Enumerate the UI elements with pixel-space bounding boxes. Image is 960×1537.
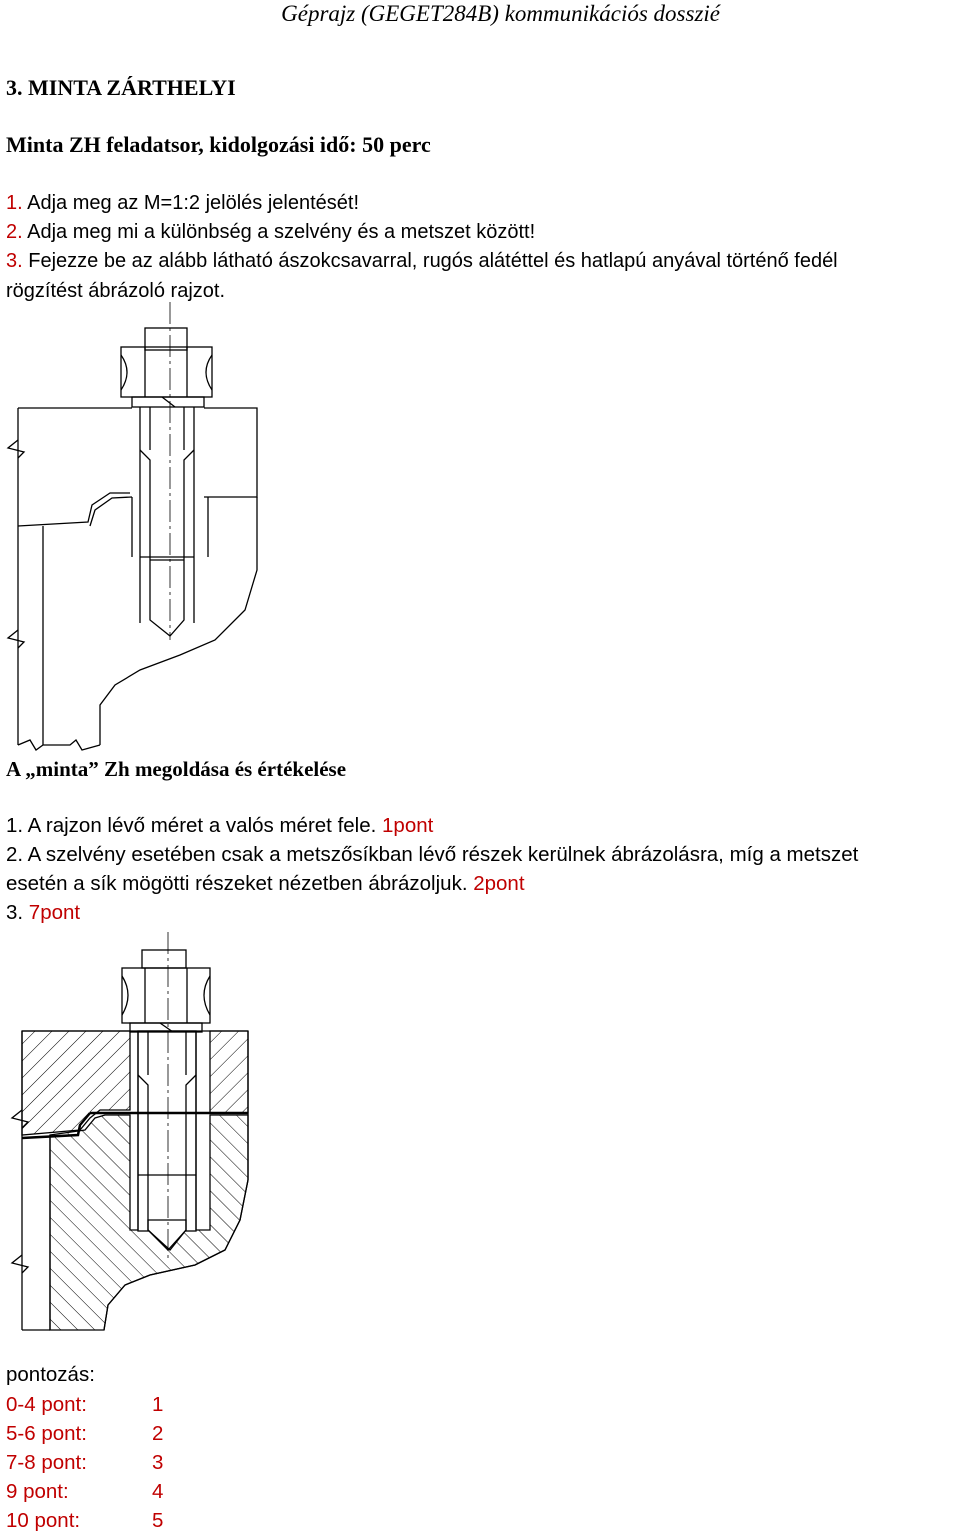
solution-drawing: [0, 930, 320, 1350]
question-3-cont: rögzítést ábrázoló rajzot.: [6, 280, 225, 302]
score-row: 7-8 pont: 3: [6, 1451, 164, 1474]
section-title: 3. MINTA ZÁRTHELYI: [6, 75, 236, 100]
answer-2-cont: esetén a sík mögötti részeket nézetben ábrázoljuk. 2pont: [6, 872, 525, 895]
question-1: 1. Adja meg az M=1:2 jelölés jelentését!: [6, 192, 359, 214]
task-drawing: [0, 300, 320, 760]
question-3: 3. Fejezze be az alább látható ászokcsavarral, rugós alátéttel és hatlapú anyával történő fedél: [6, 250, 838, 272]
task-title: Minta ZH feladatsor, kidolgozási idő: 50 perc: [6, 132, 431, 157]
answer-1: 1. A rajzon lévő méret a valós méret fele. 1pont: [6, 814, 434, 837]
solution-title: A „minta” Zh megoldása és értékelése: [6, 757, 347, 781]
score-row: 5-6 pont: 2: [6, 1422, 164, 1445]
answer-3: 3. 7pont: [6, 901, 81, 924]
answer-2: 2. A szelvény esetében csak a metszősíkban lévő részek kerülnek ábrázolásra, míg a metszet: [6, 843, 859, 866]
question-2: 2. Adja meg mi a különbség a szelvény és a metszet között!: [6, 221, 536, 243]
scoring-label: pontozás:: [6, 1363, 95, 1386]
score-row: 9 pont: 4: [6, 1480, 164, 1503]
score-row: 10 pont: 5: [6, 1509, 164, 1532]
document-header: Géprajz (GEGET284B) kommunikációs dosszié: [281, 1, 720, 26]
score-row: 0-4 pont: 1: [6, 1393, 164, 1416]
